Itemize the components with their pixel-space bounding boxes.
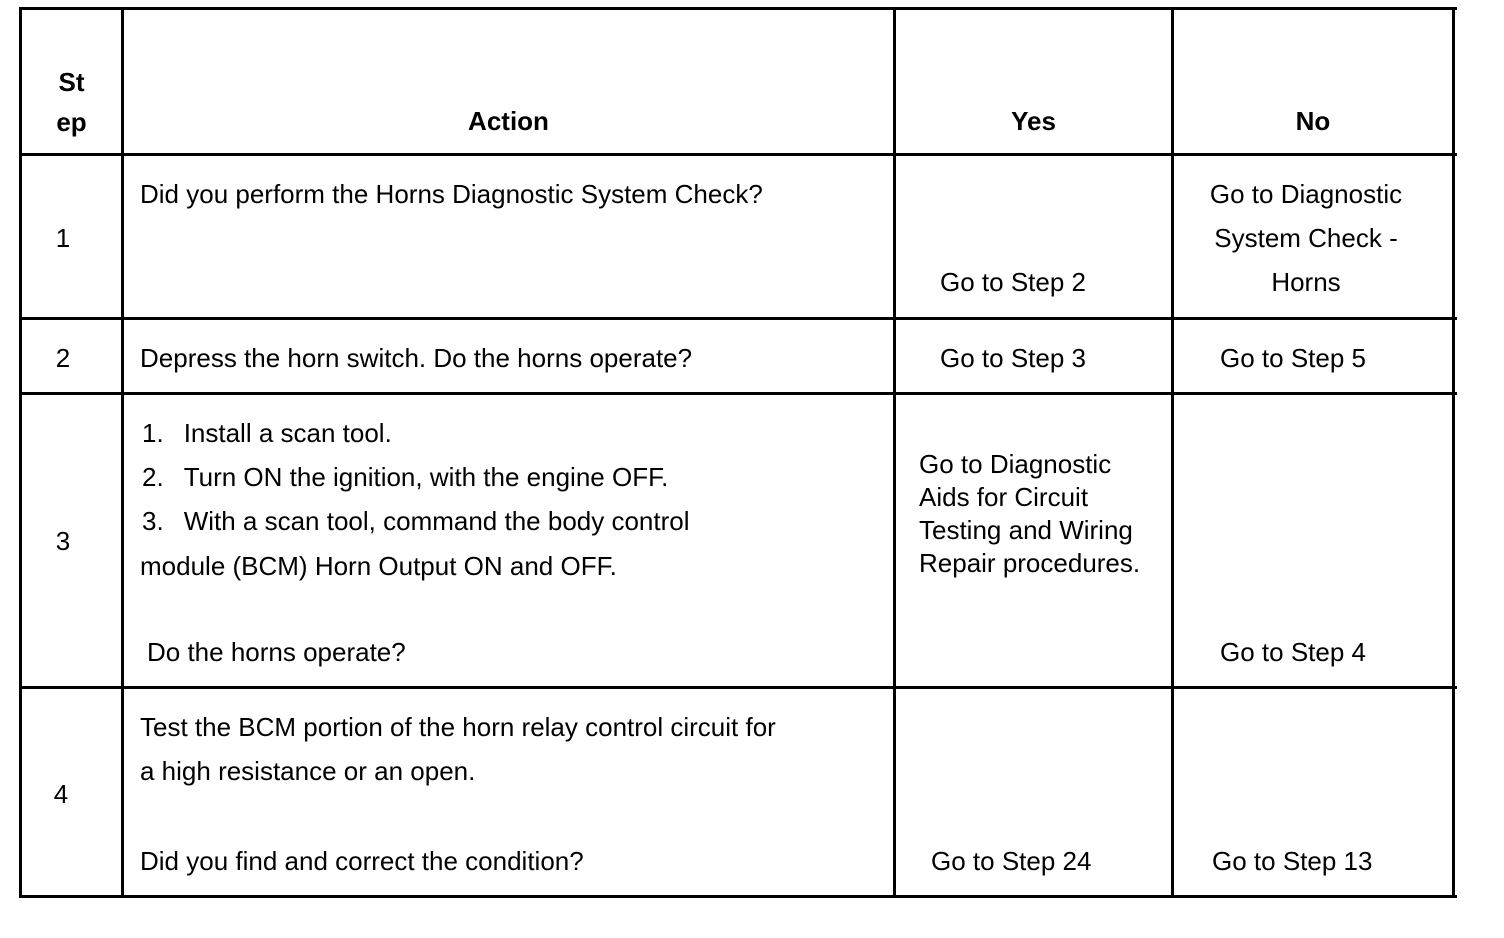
step-number: 1 [55,223,71,253]
row-divider [19,686,1457,689]
no-result: Go to Step 4 [1220,637,1366,667]
action-list-item: 2. Turn ON the ignition, with the engine OFF. [142,462,669,492]
yes-result: Go to Diagnostic Aids for Circuit Testing and Wiring Repair procedures. [919,449,1141,578]
row-divider [19,392,1457,395]
header-divider [19,153,1457,156]
step-number: 4 [53,779,69,809]
action-question: Do the horns operate? [147,637,406,667]
column-divider [1171,7,1174,898]
yes-result: Go to Step 24 [931,846,1092,876]
table-border-left [19,7,22,898]
table-border-top [19,7,1457,10]
yes-result: Go to Step 3 [940,343,1086,373]
action-text: Did you perform the Horns Diagnostic System Check? [140,179,763,209]
no-result: Go to Step 5 [1220,343,1366,373]
header-step: St ep [56,67,87,137]
action-list-item: 1. Install a scan tool. [142,418,392,448]
header-action: Action [468,106,549,136]
table-border-right [1452,7,1455,898]
column-divider [121,7,124,898]
header-yes: Yes [1011,106,1056,136]
yes-result: Go to Step 2 [940,267,1086,297]
action-continuation: module (BCM) Horn Output ON and OFF. [140,551,617,581]
step-number: 2 [55,343,71,373]
action-text: Test the BCM portion of the horn relay control circuit for a high resistance or an open. [140,712,776,786]
header-no: No [1295,106,1331,136]
step-number: 3 [55,526,71,556]
action-text: Depress the horn switch. Do the horns operate? [140,343,693,373]
no-result: Go to Diagnostic System Check - Horns [1209,179,1403,297]
column-divider [893,7,896,898]
action-question: Did you find and correct the condition? [140,846,584,876]
table-border-bottom [19,895,1457,898]
action-list-item: 3. With a scan tool, command the body control [142,506,690,536]
row-divider [19,317,1457,320]
no-result: Go to Step 13 [1212,846,1373,876]
